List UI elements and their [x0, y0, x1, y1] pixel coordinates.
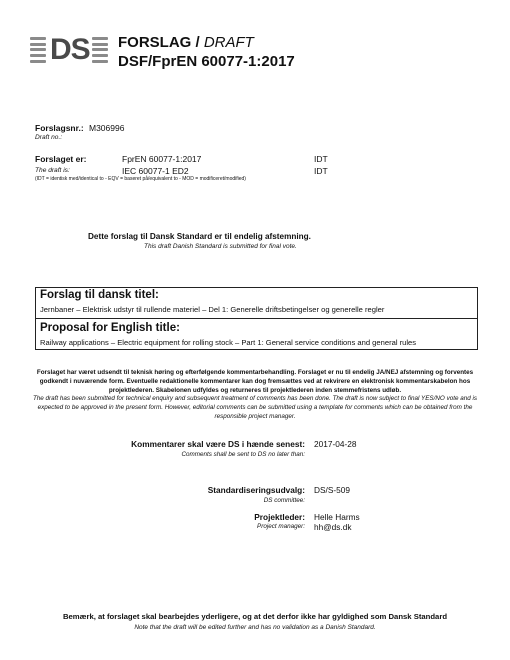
manager-name: Helle Harms — [314, 512, 360, 522]
title-prefix: FORSLAG / — [118, 34, 204, 51]
committee-value: DS/S-509 — [314, 485, 350, 495]
danish-title-box — [35, 287, 478, 319]
identity-label-en: The draft is: — [35, 167, 70, 174]
manager-email[interactable]: hh@ds.dk — [314, 522, 352, 532]
identity-code-2: IDT — [314, 166, 328, 176]
identity-value-2: IEC 60077-1 ED2 — [122, 166, 189, 176]
ds-logo — [30, 33, 110, 66]
identity-legend: (IDT = identisk med/identical to - EQV = baseret på/equivalent to - MOD = modificeret/modified) — [35, 176, 246, 182]
proposal-label-en: Draft no.: — [35, 134, 63, 141]
document-title — [118, 34, 254, 51]
deadline-value: 2017-04-28 — [314, 439, 357, 449]
danish-title-heading: Forslag til dansk titel: — [40, 289, 159, 301]
logo-text: DS — [50, 33, 90, 66]
danish-title-text: Jernbaner – Elektrisk udstyr til rullende materiel – Del 1: Generelle driftsbetingelser og generelle regler — [40, 305, 385, 314]
committee-label: Standardiseringsudvalg: — [207, 485, 305, 495]
title-draft: DRAFT — [203, 34, 254, 51]
notice-paragraph — [28, 369, 482, 422]
identity-label: Forslaget er: — [35, 154, 87, 164]
proposal-label: Forslagsnr.: — [35, 123, 84, 133]
footer-en: Note that the draft will be edited further and has no validation as a Danish Standard. — [134, 624, 376, 631]
english-title-text: Railway applications – Electric equipment for rolling stock – Part 1: General service conditions and general rules — [40, 338, 417, 347]
proposal-value: M306996 — [89, 123, 125, 133]
notice-da: Forslaget har været udsendt til teknisk høring og efterfølgende kommentarbehandling. Forslaget er nu til endelig JA/NEJ afstemning og forventes godkendt i nuværende form. Eventuelle redaktionelle kommentarer kan dog fremsættes ved at rekvirere en elektronisk kommentarskabelon hos projektlederen. Skabelonen udfyldes og returneres til projektlederen inden stemmefristens udløb. — [36, 369, 474, 394]
manager-label: Projektleder: — [254, 512, 305, 522]
notice-en: The draft has been submitted for technical enquiry and subsequent treatment of comments has been done. The draft is now subject to final YES/NO vote and is expected to be approved in the present form. However, editorial comments can be submitted using a template for comments which can be obtained from the responsible project manager. — [32, 395, 478, 420]
committee-label-en: DS committee: — [263, 497, 305, 504]
logo-stripes-right — [92, 37, 108, 63]
document-number: DSF/FprEN 60077-1:2017 — [118, 53, 295, 70]
english-title-box — [35, 318, 478, 350]
logo-stripes-left — [30, 37, 46, 63]
deadline-label: Kommentarer skal være DS i hænde senest: — [131, 439, 305, 449]
submission-da: Dette forslag til Dansk Standard er til endelig afstemning. — [88, 232, 311, 241]
english-title-heading: Proposal for English title: — [40, 322, 180, 334]
identity-value-1: FprEN 60077-1:2017 — [122, 154, 202, 164]
manager-label-en: Project manager: — [257, 523, 305, 530]
deadline-label-en: Comments shall be sent to DS no later than: — [181, 451, 305, 458]
footer-da: Bemærk, at forslaget skal bearbejdes yderligere, og at det derfor ikke har gyldighed som Dansk Standard — [62, 612, 448, 621]
submission-en: This draft Danish Standard is submitted for final vote. — [144, 243, 297, 250]
identity-code-1: IDT — [314, 154, 328, 164]
